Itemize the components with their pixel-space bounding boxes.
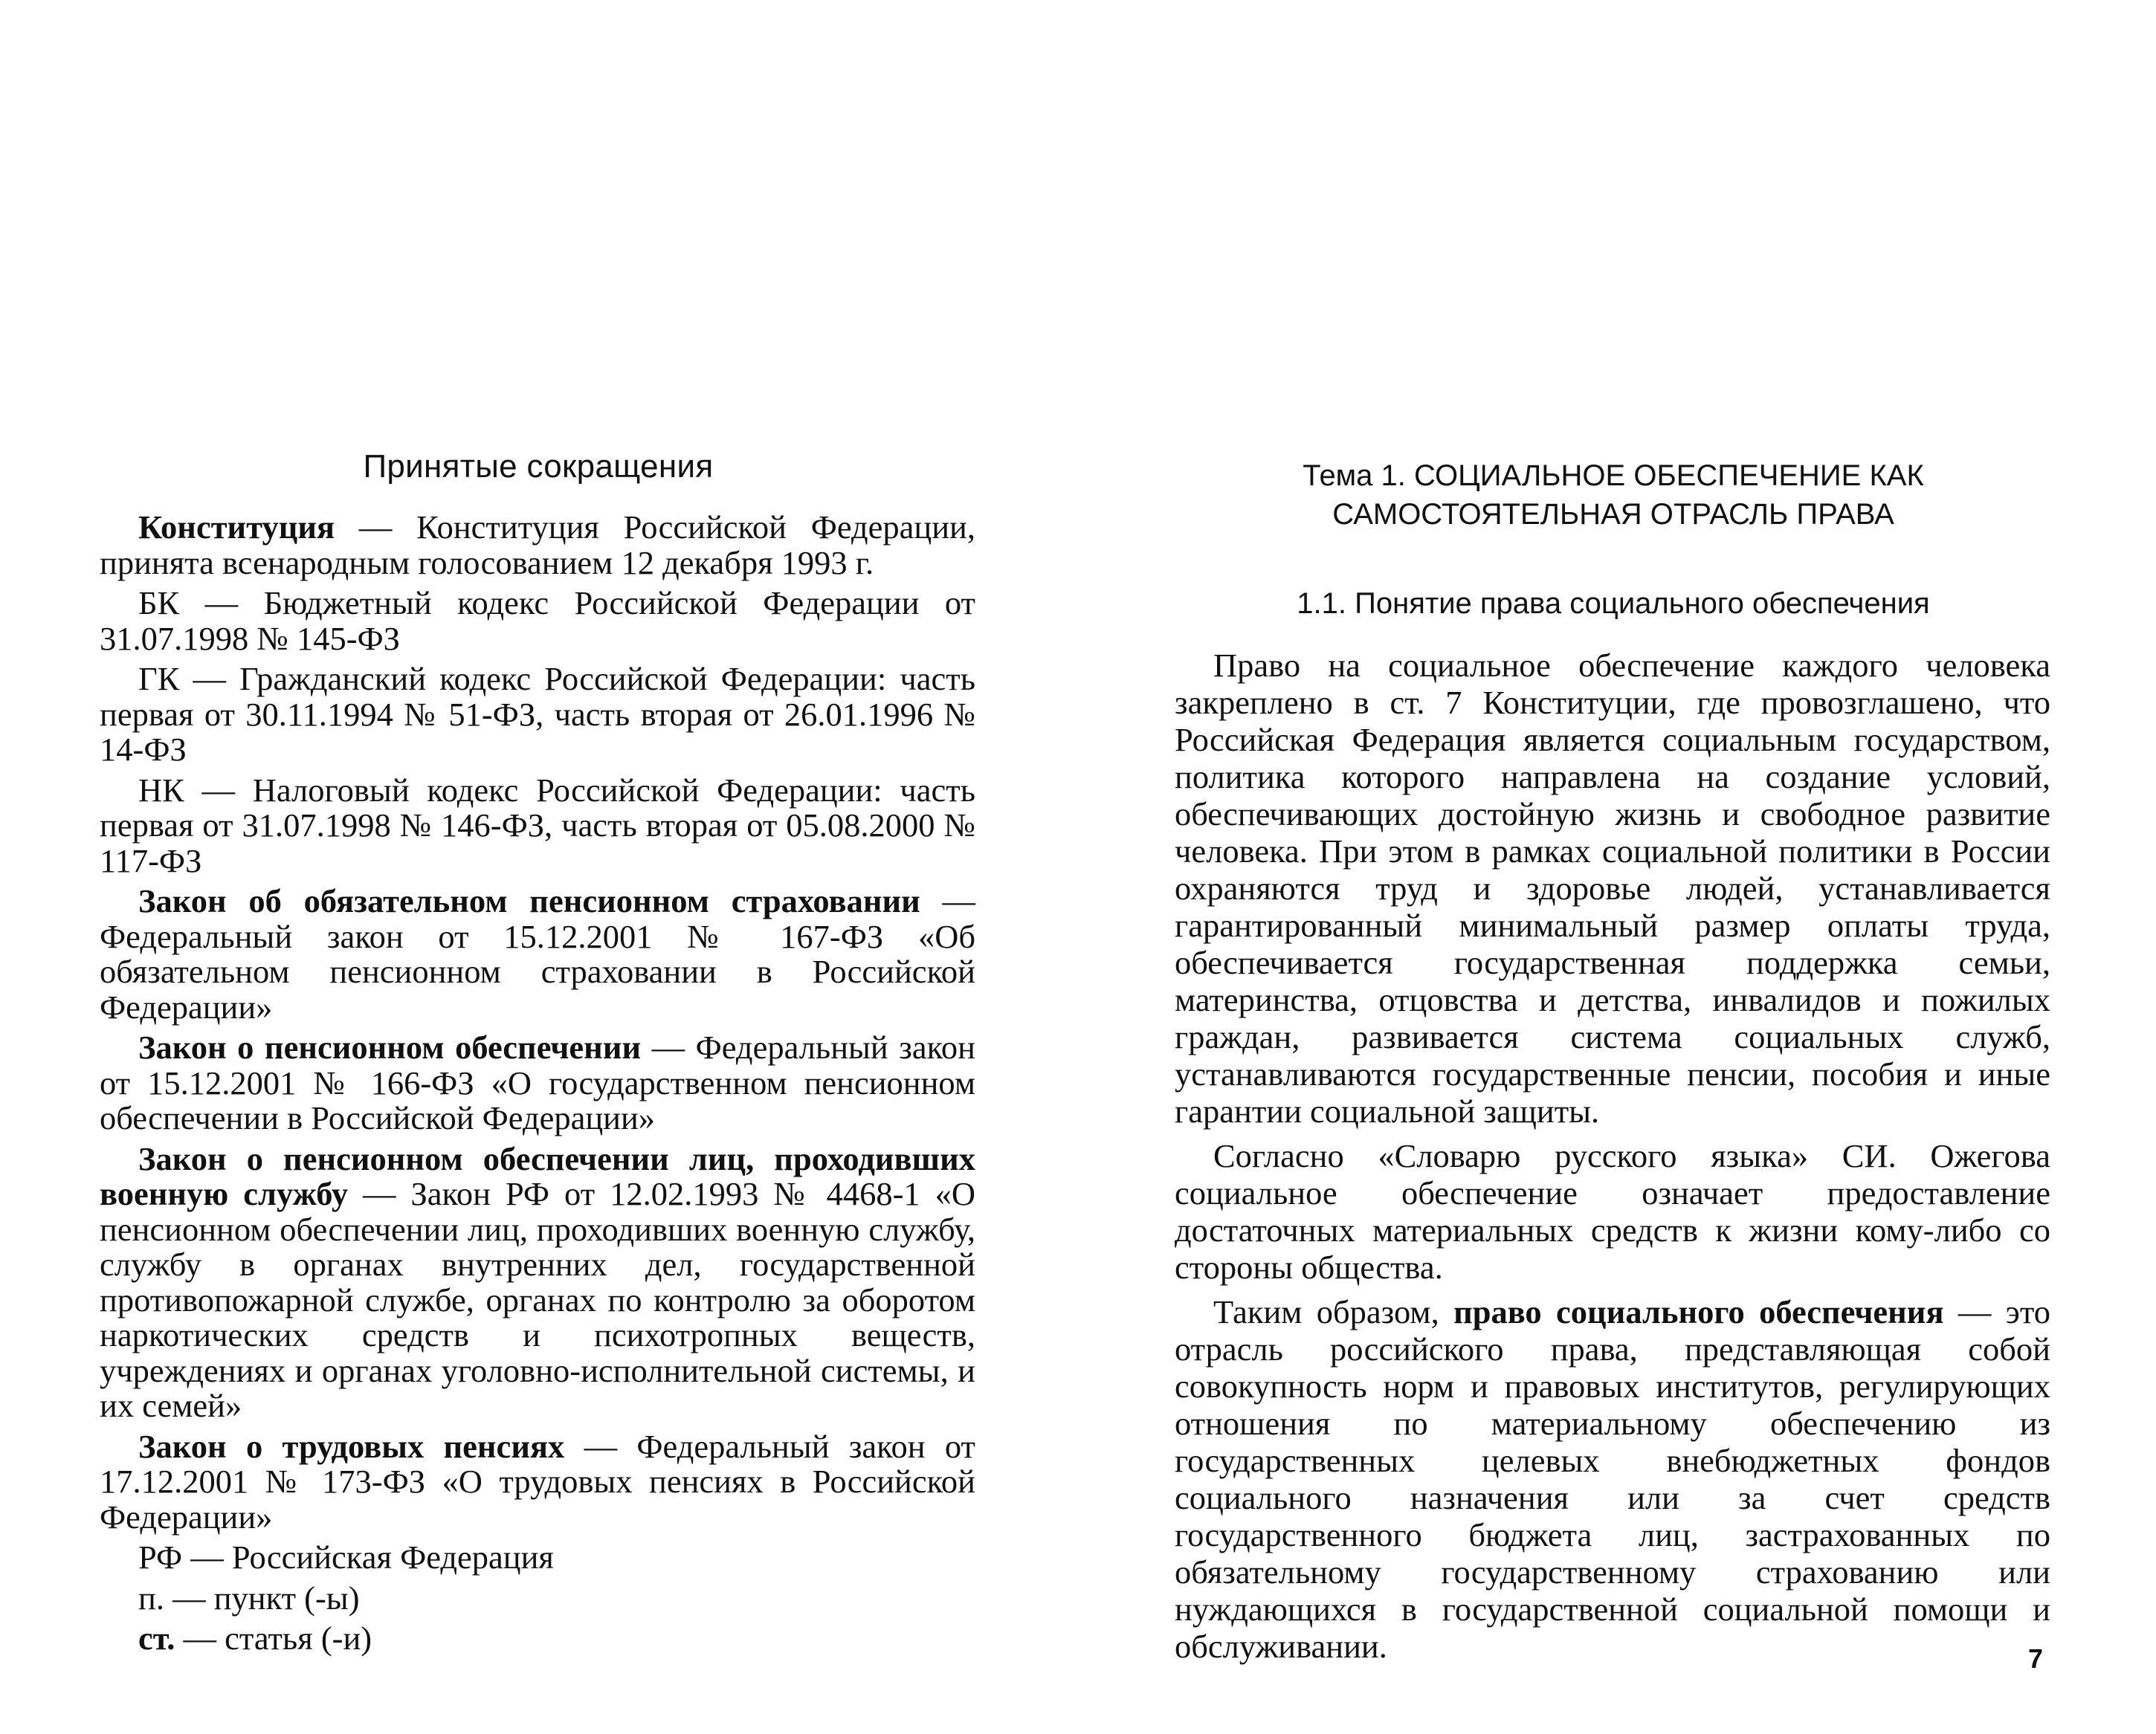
abbreviation-definition: п. — пункт (-ы) — [138, 1579, 360, 1617]
defined-term: право социального обеспечения — [1453, 1293, 1944, 1330]
section-body — [1175, 647, 2050, 1672]
page-number: 7 — [2028, 1643, 2044, 1674]
abbreviation-definition: БК — Бюджетный кодекс Российской Федерации от 31.07.1998 № 145-ФЗ — [100, 584, 975, 657]
abbreviation-entry-gk — [100, 661, 975, 768]
left-page — [100, 0, 977, 1734]
abbreviation-entry-article — [100, 1621, 975, 1657]
abbreviation-entry-constitution — [100, 510, 975, 580]
abbreviation-term: Конституция — [138, 508, 335, 546]
abbreviations-list — [100, 510, 975, 1662]
abbreviation-definition: — Закон РФ от 12.02.1993 № 4468-1 «О пенсионном обеспечении лиц, проходивших военную службу, службу в органах внутренних дел, государственной противопожарной службе, органах по контролю за оборотом наркотических средств и психотропных веществ, учреждениях и органах уголовно-исполнительной системы, и их семей» — [100, 1175, 975, 1424]
right-page — [1175, 0, 2052, 1734]
abbreviation-entry-pension-law — [100, 1030, 975, 1136]
abbreviation-entry-labor-pension-law — [100, 1429, 975, 1536]
abbreviation-term: Закон об обязательном пенсионном страховании — [138, 882, 920, 919]
abbreviation-entry-bk — [100, 586, 975, 656]
topic-title-line-1: Тема 1. СОЦИАЛЬНОЕ ОБЕСПЕЧЕНИЕ КАК — [1303, 459, 1924, 492]
abbreviation-term: ст. — [138, 1620, 175, 1657]
abbreviation-entry-rf — [100, 1540, 975, 1576]
abbreviation-definition: ГК — Гражданский кодекс Российской Федерации: часть первая от 30.11.1994 № 51-ФЗ, часть вторая от 26.01.1996 № 14-ФЗ — [100, 660, 975, 768]
abbreviation-definition: — Конституция Российской Федерации, принята всенародным голосованием 12 декабря 1993 г. — [100, 508, 975, 581]
paragraph-3-start: Таким образом, — [1213, 1293, 1454, 1330]
topic-title-line-2: САМОСТОЯТЕЛЬНАЯ ОТРАСЛЬ ПРАВА — [1332, 498, 1894, 531]
section-title: 1.1. Понятие права социального обеспечения — [1297, 587, 1930, 620]
abbreviation-definition: РФ — Российская Федерация — [138, 1539, 554, 1576]
abbreviations-title: Принятые сокращения — [363, 448, 714, 485]
abbreviation-term: Закон о пенсионном обеспечении лиц, проходивших военную службу — [100, 1139, 975, 1212]
abbreviation-term: Закон о пенсионном обеспечении — [138, 1029, 642, 1066]
abbreviation-entry-nk — [100, 773, 975, 879]
abbreviation-definition: — Федеральный закон от 15.12.2001 № 167-ФЗ «Об обязательном пенсионном страховании в Российской Федерации» — [100, 882, 976, 1026]
paragraph-1: Право на социальное обеспечение каждого человека закреплено в ст. 7 Конституции, где провозглашено, что Российская Федерация является социальным государством, политика которого направлена на создание условий, обеспечивающих достойную жизнь и свободное развитие человека. При этом в рамках социальной политики в России охраняются труд и здоровье людей, устанавливается гарантированный минимальный размер оплаты труда, обеспечивается государственная поддержка семьи, материнства, отцовства и детства, инвалидов и пожилых граждан, развивается система социальных служб, устанавливаются государственные пенсии, пособия и иные гарантии социальной защиты. — [1175, 647, 2050, 1130]
abbreviation-definition: — Федеральный закон от 17.12.2001 № 173-ФЗ «О трудовых пенсиях в Российской Федерации» — [100, 1427, 975, 1536]
topic-title — [1175, 456, 2052, 534]
abbreviation-entry-insurance-law — [100, 884, 975, 1025]
abbreviation-term: Закон о трудовых пенсиях — [138, 1427, 565, 1465]
paragraph-2: Согласно «Словарю русского языка» СИ. Ожегова социальное обеспечение означает предоставление достаточных материальных средств к жизни кому-либо со стороны общества. — [1175, 1137, 2050, 1286]
abbreviation-entry-clause — [100, 1581, 975, 1617]
abbreviation-entry-military-pension-law — [100, 1139, 975, 1424]
abbreviation-definition: — Федеральный закон от 15.12.2001 № 166-ФЗ «О государственном пенсионном обеспечении в Российской Федерации» — [100, 1029, 975, 1136]
abbreviation-definition: — статья (-и) — [175, 1620, 372, 1657]
paragraph-3 — [1175, 1293, 2050, 1665]
abbreviation-definition: НК — Налоговый кодекс Российской Федерации: часть первая от 31.07.1998 № 146-ФЗ, часть вторая от 05.08.2000 № 117-ФЗ — [100, 771, 975, 879]
paragraph-3-rest: — это отрасль российского права, представляющая собой совокупность норм и правовых институтов, регулирующих отношения по материальному обеспечению из государственных целевых внебюджетных фондов социального назначения или за счет средств государственного бюджета лиц, застрахованных по обязательному государственному страхованию или нуждающихся в государственной социальной помощи и обслуживании. — [1175, 1293, 2050, 1665]
